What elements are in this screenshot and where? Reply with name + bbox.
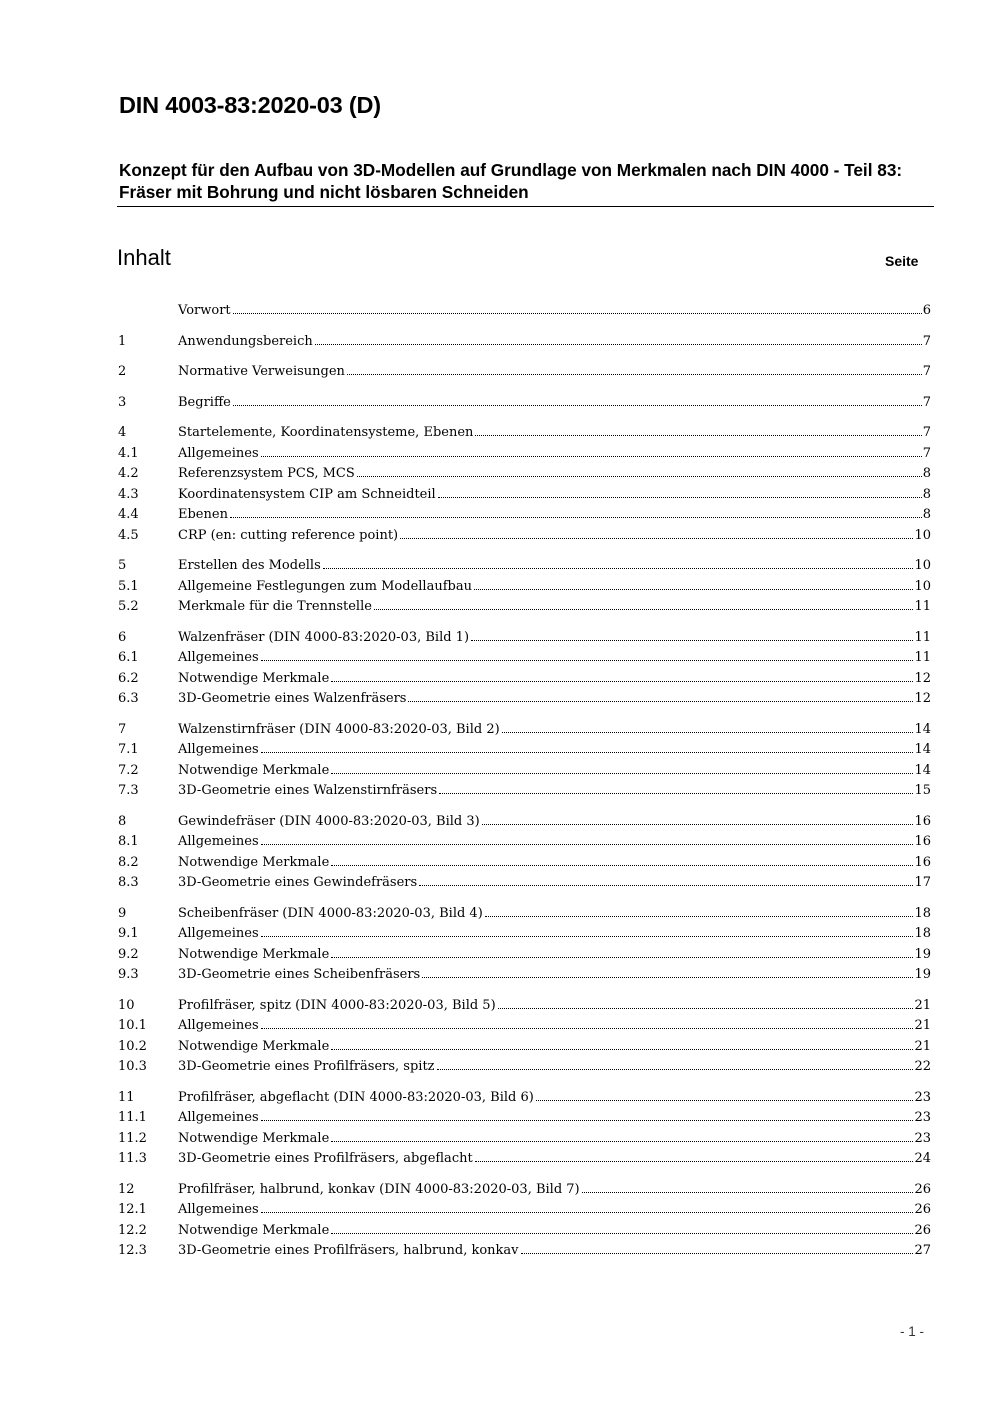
toc-entry-page: 17 (914, 875, 931, 890)
toc-entry[interactable] (118, 1221, 931, 1242)
document-subtitle: Konzept für den Aufbau von 3D-Modellen auf Grundlage von Merkmalen nach DIN 4000 - Teil 83: Fräser mit Bohrung und nicht lösbaren Schneiden (119, 160, 903, 202)
dot-leader (331, 681, 913, 682)
toc-entry[interactable] (118, 1108, 931, 1129)
toc-entry-title: Ebenen (178, 507, 228, 522)
toc-section-group (118, 720, 931, 802)
toc-heading: Inhalt (117, 245, 171, 270)
toc-entry-title: Allgemeines (178, 926, 259, 941)
dot-leader (408, 701, 913, 702)
dot-leader (261, 1212, 914, 1213)
toc-entry-page: 11 (914, 629, 931, 645)
toc-entry-page: 6 (922, 303, 931, 318)
toc-entry-page: 7 (922, 445, 931, 461)
toc-entry-page: 21 (914, 1018, 931, 1033)
toc-entry-number: 5 (118, 558, 127, 573)
toc-entry-title: Allgemeines (178, 1018, 259, 1033)
toc-entry-number: 6.2 (118, 670, 139, 686)
toc-entry-title: 3D-Geometrie eines Gewindefräsers (178, 875, 418, 890)
toc-entry[interactable] (118, 597, 931, 618)
toc-entry-page: 27 (914, 1243, 931, 1258)
toc-entry-page: 11 (914, 599, 931, 614)
toc-entry-page: 16 (914, 854, 931, 870)
dot-leader (331, 1049, 913, 1050)
dot-leader (233, 405, 922, 406)
dot-leader (422, 977, 913, 978)
toc-entry-title: Notwendige Merkmale (178, 1130, 330, 1146)
toc-section-group (118, 1180, 931, 1262)
dot-leader (482, 824, 914, 825)
toc-entry-title: 3D-Geometrie eines Profilfräsers, halbrund, konkav (178, 1243, 519, 1258)
toc-section-group (118, 812, 931, 894)
toc-entry[interactable] (118, 423, 931, 444)
toc-entry-number: 10 (118, 997, 135, 1013)
dot-leader (474, 589, 913, 590)
toc-entry-title: Allgemeines (178, 445, 259, 461)
toc-entry-page: 7 (922, 364, 931, 379)
toc-entry-page: 10 (914, 527, 931, 543)
toc-entry-title: Allgemeines (178, 1110, 259, 1125)
dot-leader (261, 456, 922, 457)
toc-entry[interactable] (118, 556, 931, 577)
toc-entry[interactable] (118, 853, 931, 874)
dot-leader (475, 1161, 914, 1162)
toc-entry-number: 9.3 (118, 967, 139, 982)
toc-entry-number: 7.2 (118, 762, 139, 778)
dot-leader (438, 497, 922, 498)
toc-entry-title: 3D-Geometrie eines Profilfräsers, abgeflacht (178, 1151, 473, 1166)
toc-entry-title: 3D-Geometrie eines Walzenfräsers (178, 691, 407, 706)
toc-entry-page: 21 (914, 997, 931, 1013)
toc-entry-page: 12 (914, 691, 931, 706)
toc-entry-title: Begriffe (178, 394, 231, 410)
toc-entry[interactable] (118, 1037, 931, 1058)
toc-entry-page: 16 (914, 834, 931, 849)
toc-entry-title: Notwendige Merkmale (178, 670, 330, 686)
toc-entry-title: 3D-Geometrie eines Scheibenfräsers (178, 967, 421, 982)
toc-entry[interactable] (118, 577, 931, 598)
dot-leader (315, 344, 922, 345)
toc-entry-page: 8 (922, 507, 931, 522)
toc-entry-number: 11.2 (118, 1130, 147, 1146)
toc-entry[interactable] (118, 1129, 931, 1150)
dot-leader (261, 1120, 914, 1121)
toc-entry-page: 14 (914, 742, 931, 757)
dot-leader (331, 773, 913, 774)
toc-entry-title: Startelemente, Koordinatensysteme, Ebenen (178, 425, 474, 440)
toc-entry[interactable] (118, 761, 931, 782)
toc-entry[interactable] (118, 1149, 931, 1170)
toc-entry-number: 12.1 (118, 1202, 147, 1217)
toc-entry-number: 5.2 (118, 599, 139, 614)
toc-entry[interactable] (118, 669, 931, 690)
toc-entry-page: 21 (914, 1038, 931, 1054)
dot-leader (230, 517, 922, 518)
toc-entry-title: Allgemeines (178, 742, 259, 757)
toc-entry[interactable] (118, 965, 931, 986)
toc-section-group (118, 996, 931, 1078)
toc-entry-page: 14 (914, 721, 931, 737)
toc-entry-number: 11.1 (118, 1110, 147, 1125)
toc-section-group (118, 362, 931, 383)
toc-entry-number: 6 (118, 629, 127, 645)
dot-leader (521, 1253, 914, 1254)
toc-entry[interactable] (118, 781, 931, 802)
toc-entry-number: 8.2 (118, 854, 139, 870)
subtitle-divider (117, 206, 934, 207)
toc-entry-page: 24 (914, 1151, 931, 1166)
toc-entry[interactable] (118, 720, 931, 741)
toc-entry[interactable] (118, 1016, 931, 1037)
toc-entry-title: Gewindefräser (DIN 4000-83:2020-03, Bild 3) (178, 813, 480, 829)
toc-entry-title: Scheibenfräser (DIN 4000-83:2020-03, Bild 4) (178, 905, 483, 921)
toc-entry[interactable] (118, 689, 931, 710)
toc-entry-title: Notwendige Merkmale (178, 1222, 330, 1238)
toc-entry-title: Profilfräser, abgeflacht (DIN 4000-83:2020-03, Bild 6) (178, 1089, 534, 1105)
toc-entry[interactable] (118, 628, 931, 649)
dot-leader (331, 1141, 913, 1142)
toc-entry-page: 18 (914, 905, 931, 921)
toc-entry[interactable] (118, 996, 931, 1017)
dot-leader (261, 844, 914, 845)
toc-entry-title: 3D-Geometrie eines Profilfräsers, spitz (178, 1059, 435, 1074)
dot-leader (347, 374, 922, 375)
toc-entry[interactable] (118, 648, 931, 669)
toc-entry-number: 4.2 (118, 466, 139, 481)
toc-entry-title: Profilfräser, halbrund, konkav (DIN 4000-83:2020-03, Bild 7) (178, 1181, 580, 1197)
toc-entry-number: 8.3 (118, 875, 139, 890)
dot-leader (331, 957, 913, 958)
toc-entry-number: 12 (118, 1181, 135, 1197)
toc-entry[interactable] (118, 740, 931, 761)
toc-section-group (118, 556, 931, 618)
toc-entry-page: 23 (914, 1130, 931, 1146)
toc-entry-number: 4 (118, 425, 127, 440)
toc-entry-number: 11.3 (118, 1151, 147, 1166)
toc-entry[interactable] (118, 526, 931, 547)
toc-entry[interactable] (118, 301, 931, 322)
toc-entry[interactable] (118, 464, 931, 485)
toc-entry-number: 7.3 (118, 783, 139, 798)
toc-entry-number: 11 (118, 1089, 135, 1105)
toc-entry-title: Allgemeines (178, 834, 259, 849)
toc-entry-page: 8 (922, 486, 931, 502)
toc-entry-page: 26 (914, 1202, 931, 1217)
dot-leader (233, 313, 922, 314)
dot-leader (261, 660, 914, 661)
toc-entry-page: 11 (914, 650, 931, 665)
dot-leader (323, 568, 914, 569)
toc-entry[interactable] (118, 1241, 931, 1262)
toc-entry-title: Walzenstirnfräser (DIN 4000-83:2020-03, Bild 2) (178, 721, 500, 737)
toc-entry-page: 19 (914, 967, 931, 982)
toc-entry-number: 9 (118, 905, 127, 921)
toc-entry[interactable] (118, 904, 931, 925)
toc-entry-page: 18 (914, 926, 931, 941)
dot-leader (437, 1069, 914, 1070)
toc-entry-number: 4.3 (118, 486, 139, 502)
toc-entry-page: 7 (922, 394, 931, 410)
dot-leader (485, 916, 914, 917)
toc-entry-page: 10 (914, 578, 931, 594)
document-title: DIN 4003-83:2020-03 (D) (119, 92, 381, 118)
toc-entry-title: Profilfräser, spitz (DIN 4000-83:2020-03, Bild 5) (178, 997, 496, 1013)
toc-entry[interactable] (118, 1200, 931, 1221)
toc-entry-title: Referenzsystem PCS, MCS (178, 466, 355, 481)
dot-leader (357, 476, 922, 477)
toc-entry-page: 23 (914, 1089, 931, 1105)
toc-entry-title: Notwendige Merkmale (178, 854, 330, 870)
toc-entry[interactable] (118, 945, 931, 966)
toc-entry-number: 3 (118, 394, 127, 410)
toc-entry[interactable] (118, 924, 931, 945)
toc-entry-page: 16 (914, 813, 931, 829)
toc-entry-number: 10.1 (118, 1018, 147, 1033)
toc-entry-number: 9.1 (118, 926, 139, 941)
toc-entry-number: 10.2 (118, 1038, 147, 1054)
toc-entry-number: 4.1 (118, 445, 139, 461)
toc-entry-title: Erstellen des Modells (178, 558, 321, 573)
toc-entry-page: 12 (914, 670, 931, 686)
dot-leader (261, 752, 914, 753)
toc-entry-number: 7.1 (118, 742, 139, 757)
toc-entry-page: 14 (914, 762, 931, 778)
dot-leader (475, 435, 921, 436)
toc-entry[interactable] (118, 832, 931, 853)
toc-entry[interactable] (118, 505, 931, 526)
toc-entry[interactable] (118, 332, 931, 353)
toc-entry-title: Anwendungsbereich (178, 333, 313, 349)
dot-leader (331, 1233, 913, 1234)
dot-leader (439, 793, 913, 794)
toc-section-group (118, 1088, 931, 1170)
table-of-contents (118, 301, 931, 1272)
dot-leader (582, 1192, 914, 1193)
toc-entry-number: 5.1 (118, 578, 139, 594)
toc-entry-title: Normative Verweisungen (178, 364, 345, 379)
toc-entry-number: 8 (118, 813, 127, 829)
toc-entry-page: 22 (914, 1059, 931, 1074)
dot-leader (502, 732, 914, 733)
toc-entry-title: Allgemeine Festlegungen zum Modellaufbau (178, 578, 472, 594)
toc-entry-title: Notwendige Merkmale (178, 1038, 330, 1054)
toc-entry[interactable] (118, 812, 931, 833)
toc-entry-number: 6.3 (118, 691, 139, 706)
toc-entry[interactable] (118, 485, 931, 506)
page-number-footer: - 1 - (900, 1324, 925, 1339)
toc-entry[interactable] (118, 444, 931, 465)
toc-entry-title: 3D-Geometrie eines Walzenstirnfräsers (178, 783, 438, 798)
toc-entry-title: Allgemeines (178, 1202, 259, 1217)
toc-entry-title: Allgemeines (178, 650, 259, 665)
toc-entry-number: 12.3 (118, 1243, 147, 1258)
toc-entry-number: 8.1 (118, 834, 139, 849)
dot-leader (400, 538, 913, 539)
dot-leader (471, 640, 913, 641)
toc-entry-page: 7 (922, 333, 931, 349)
toc-section-group (118, 332, 931, 353)
toc-entry[interactable] (118, 393, 931, 414)
dot-leader (374, 609, 914, 610)
toc-entry-number: 1 (118, 333, 127, 349)
toc-entry-page: 26 (914, 1222, 931, 1238)
toc-entry[interactable] (118, 1057, 931, 1078)
toc-entry-number: 4.5 (118, 527, 139, 543)
toc-entry-title: Merkmale für die Trennstelle (178, 599, 372, 614)
toc-entry-page: 8 (922, 466, 931, 481)
toc-entry-number: 10.3 (118, 1059, 147, 1074)
dot-leader (261, 936, 914, 937)
toc-section-group (118, 628, 931, 710)
toc-section-group (118, 423, 931, 546)
toc-section-group (118, 904, 931, 986)
toc-entry-number: 9.2 (118, 946, 139, 962)
toc-entry-title: Notwendige Merkmale (178, 762, 330, 778)
page-column-label: Seite (885, 253, 919, 269)
toc-entry-page: 10 (914, 558, 931, 573)
dot-leader (331, 865, 913, 866)
dot-leader (419, 885, 913, 886)
toc-entry-number: 12.2 (118, 1222, 147, 1238)
toc-entry-number: 6.1 (118, 650, 139, 665)
toc-entry[interactable] (118, 1180, 931, 1201)
toc-entry-number: 2 (118, 364, 127, 379)
toc-entry[interactable] (118, 362, 931, 383)
toc-entry-title: Walzenfräser (DIN 4000-83:2020-03, Bild 1) (178, 629, 470, 645)
toc-entry-title: Koordinatensystem CIP am Schneidteil (178, 486, 436, 502)
toc-entry-page: 19 (914, 946, 931, 962)
toc-entry[interactable] (118, 873, 931, 894)
toc-entry-number: 4.4 (118, 507, 139, 522)
toc-entry-title: Vorwort (178, 303, 231, 318)
toc-entry-page: 23 (914, 1110, 931, 1125)
toc-entry-title: CRP (en: cutting reference point) (178, 527, 399, 543)
toc-section-group (118, 301, 931, 322)
toc-entry-title: Notwendige Merkmale (178, 946, 330, 962)
toc-entry-page: 26 (914, 1181, 931, 1197)
toc-section-group (118, 393, 931, 414)
dot-leader (498, 1008, 914, 1009)
dot-leader (536, 1100, 914, 1101)
toc-entry-page: 15 (914, 783, 931, 798)
toc-entry-page: 7 (922, 425, 931, 440)
dot-leader (261, 1028, 914, 1029)
toc-entry-number: 7 (118, 721, 127, 737)
toc-entry[interactable] (118, 1088, 931, 1109)
